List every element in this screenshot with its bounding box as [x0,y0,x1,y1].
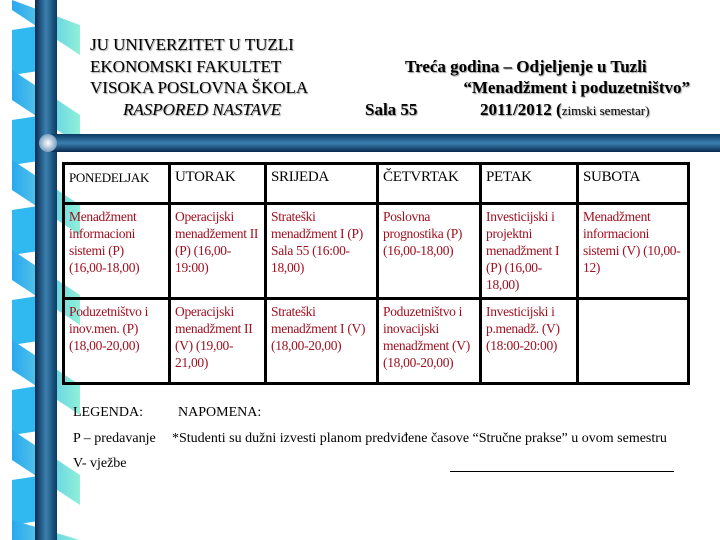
ribbon-vertical-bar [35,0,57,540]
table-header-row [64,164,689,204]
academic-year: 2011/2012 ( [480,100,562,119]
class-cell: Investicijski i projektni menadžment I (P) (16,00-18,00) [481,204,578,299]
legend-exercises: V- vježbe [73,456,127,471]
program-name: “Menadžment i poduzetništvo” [463,78,690,97]
semester: zimski semestar) [561,103,650,118]
class-cell: Operacijski menadžement II (P) (16,00-19:00) [170,204,266,299]
day-header: PETAK [481,164,578,204]
schedule-title: RASPORED NASTAVE [123,100,281,119]
table-row [64,299,689,384]
class-cell: Poduzetništvo i inovacijski menadžment (V) (18,00-20,00) [378,299,481,384]
class-cell: Menadžment informacioni sistemi (V) (10,00-12) [578,204,689,299]
ribbon-horizontal-bar [50,134,720,152]
class-cell: Strateški menadžment I (V) (18,00-20,00) [266,299,378,384]
class-cell [578,299,689,384]
year-title: Treća godina – Odjeljenje u Tuzli [405,57,647,76]
day-header: UTORAK [170,164,266,204]
note-text: *Studenti su dužni izvesti planom predviđene časove “Stručne prakse” u ovom semestru [172,431,667,446]
day-header: SRIJEDA [266,164,378,204]
class-cell: Menadžment informacioni sistemi (P) (16,00-18,00) [64,204,170,299]
note-label: NAPOMENA: [178,405,262,420]
class-cell: Poduzetništvo i inov.men. (P) (18,00-20,00) [64,299,170,384]
signature-line [450,471,674,472]
class-cell: Poslovna prognostika (P) (16,00-18,00) [378,204,481,299]
day-header: PONEDELJAK [64,164,170,204]
ribbon-sphere [39,134,57,152]
class-cell: Investicijski i p.menadž. (V) (18:00-20:00) [481,299,578,384]
university-name: JU UNIVERZITET U TUZLI [90,35,294,54]
day-header: ČETVRTAK [378,164,481,204]
schedule-table [62,162,690,385]
day-header: SUBOTA [578,164,689,204]
academic-year-line [480,100,649,120]
table-row [64,204,689,299]
room: Sala 55 [365,100,418,119]
faculty-name: EKONOMSKI FAKULTET [90,57,282,76]
class-cell: Strateški menadžment I (P) Sala 55 (16:00-18,00) [266,204,378,299]
legend-label: LEGENDA: [73,405,143,420]
school-name: VISOKA POSLOVNA ŠKOLA [90,78,309,97]
class-cell: Operacijski menadžment II (V) (19,00-21,00) [170,299,266,384]
legend-lecture: P – predavanje [73,431,156,446]
